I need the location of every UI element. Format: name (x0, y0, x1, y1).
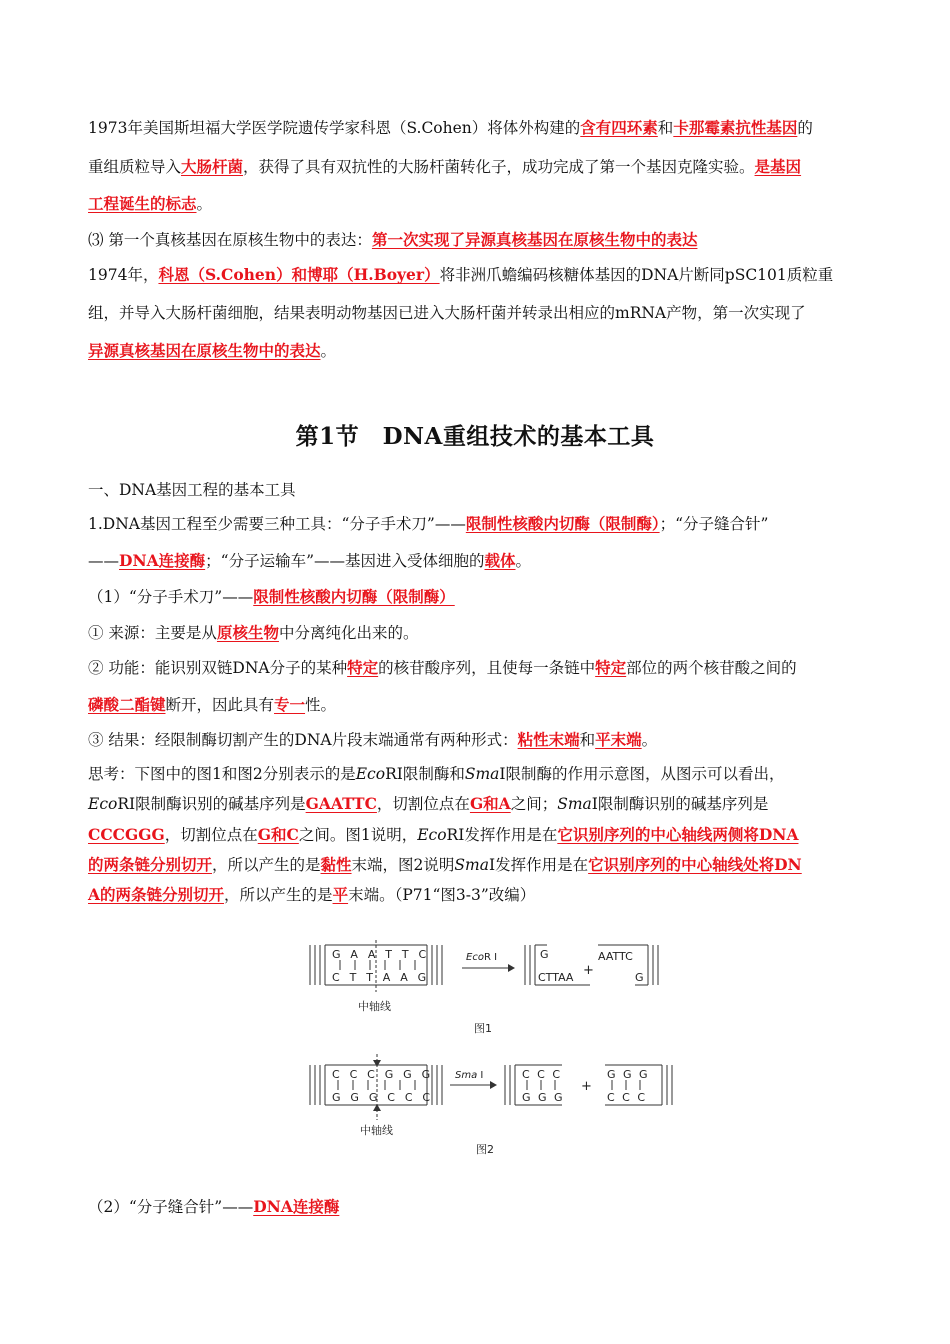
text: 部位的两个核苷酸之间的 (626, 659, 797, 677)
answer-blank: 限制性核酸内切酶（限制酶） (465, 514, 660, 533)
text: （1）“分子手术刀”—— (88, 588, 254, 606)
answer-blank: 粘性末端 (517, 730, 580, 749)
text: ⑶ 第一个真核基因在原核生物中的表达： (88, 231, 372, 249)
answer-blank: CCCGGG (88, 825, 165, 844)
text: Sma (557, 795, 592, 813)
answer-blank: 它识别序列的中心轴线两侧将DNA (557, 825, 799, 844)
text: 将非洲爪蟾编码核糖体基因的DNA片断同pSC101质粒重 (439, 266, 834, 284)
answer-blank: 专一 (274, 695, 306, 714)
answer-blank: 原核生物 (216, 623, 279, 642)
text: ① 来源：主要是从 (88, 624, 217, 642)
figure-1 (310, 940, 658, 1035)
answer-blank: 科恩（S.Cohen）和博耶（H.Boyer） (158, 265, 440, 284)
text: Eco (417, 826, 447, 844)
answer-blank: 特定 (595, 658, 627, 677)
fig1-left-bottom: CTTAA (538, 971, 574, 984)
answer-blank: 载体 (484, 551, 516, 570)
text: ，所以产生的是 (212, 856, 321, 874)
paragraph-think-line3 (88, 825, 868, 845)
text: I限制酶识别的碱基序列是 (591, 795, 769, 813)
fig1-enzyme-label (466, 952, 497, 963)
text: Sma (454, 856, 489, 874)
text: 之间； (510, 795, 558, 813)
text: Sma (455, 1070, 478, 1081)
fig2-left-bottom: G G G (522, 1091, 565, 1104)
text: —— (88, 552, 119, 570)
text: RI限制酶和 (385, 765, 465, 783)
text: 和 (657, 119, 674, 137)
text: 1974年， (88, 266, 159, 284)
answer-blank: 限制性核酸内切酶（限制酶） (253, 587, 455, 606)
text: （2）“分子缝合针”—— (88, 1198, 254, 1216)
answer-blank: 的两条链分别切开 (88, 855, 213, 874)
fig2-left-top: C C C (522, 1068, 563, 1081)
text: 断开，因此具有 (165, 696, 275, 714)
fig1-left-top: G (540, 948, 549, 961)
text: 1973年美国斯坦福大学医学院遗传学家科恩（S.Cohen）将体外构建的 (88, 119, 581, 137)
text: 的 (797, 119, 813, 137)
text: 思考：下图中的图1和图2分别表示的是 (88, 765, 356, 783)
paragraph-1974-line3 (88, 341, 868, 361)
answer-blank: 含有四环素 (580, 118, 658, 137)
text: 末端，图2说明 (351, 856, 455, 874)
paragraph-tools-line1 (88, 514, 868, 534)
answer-blank: 平 (332, 885, 349, 904)
text: 重组质粒导入 (88, 158, 182, 176)
fig1-right-bottom: G (635, 971, 644, 984)
answer-blank: 工程诞生的标志 (88, 194, 197, 213)
paragraph-tools-line2 (88, 551, 868, 571)
subsection-heading: 一、DNA基因工程的基本工具 (88, 481, 296, 499)
answer-blank: DNA连接酶 (119, 551, 206, 570)
answer-blank: 第一次实现了异源真核基因在原核生物中的表达 (371, 230, 698, 249)
text: Sma (464, 765, 500, 783)
paragraph-1974-line1 (88, 265, 868, 285)
answer-blank: 大肠杆菌 (181, 157, 244, 176)
text: I发挥作用是在 (488, 856, 589, 874)
fig1-plus: + (583, 963, 594, 978)
answer-blank: 它识别序列的中心轴线处将DN (588, 855, 802, 874)
text: 中分离纯化出来的。 (278, 624, 419, 642)
text: ② 功能：能识别双链DNA分子的某种 (88, 659, 348, 677)
fig2-right-top: G G G (607, 1068, 650, 1081)
text: 。 (196, 195, 213, 213)
text: Eco (88, 795, 118, 813)
text: ，获得了具有双抗性的大肠杆菌转化子，成功完成了第一个基因克隆实验。 (243, 158, 755, 176)
text: ；“分子缝合针” (659, 515, 769, 533)
paragraph-function-line1 (88, 658, 868, 678)
restriction-enzyme-diagram (300, 940, 690, 1162)
paragraph-knife-heading (88, 587, 868, 607)
paragraph-expression-heading (88, 230, 868, 250)
text: Eco (466, 952, 484, 963)
fig2-cut-arrow-top (373, 1060, 381, 1067)
text: 。 (320, 342, 337, 360)
text: 1.DNA基因工程至少需要三种工具：“分子手术刀”—— (88, 515, 466, 533)
fig2-axis-label: 中轴线 (360, 1124, 393, 1137)
fig1-right-top: AATTC (598, 950, 633, 963)
paragraph-function-line2 (88, 695, 868, 715)
fig2-plus: + (581, 1079, 592, 1094)
answer-blank: 是基因 (754, 157, 802, 176)
paragraph-think-line5 (88, 885, 868, 905)
text: I限制酶的作用示意图，从图示可以看出， (499, 765, 785, 783)
fig1-arrow (462, 964, 515, 972)
text: R I (483, 952, 498, 963)
text: ，切割位点在 (164, 826, 258, 844)
answer-blank: G和C (257, 825, 299, 844)
text: ，切割位点在 (376, 795, 470, 813)
text: 性。 (305, 696, 337, 714)
fig2-caption: 图2 (476, 1143, 494, 1156)
text: 之间。图1说明， (298, 826, 418, 844)
fig2-right-bottom: C C C (607, 1091, 648, 1104)
answer-blank: 磷酸二酯键 (88, 695, 166, 714)
fig1-top-strand: G A A T T C (332, 948, 430, 961)
paragraph-ligase-heading (88, 1197, 868, 1217)
text: 末端。（P71“图3-3”改编） (348, 886, 536, 904)
answer-blank: G和A (469, 794, 511, 813)
paragraph-source (88, 623, 868, 643)
text: 的核苷酸序列，且使每一条链中 (378, 659, 596, 677)
paragraph-result (88, 730, 868, 750)
answer-blank: DNA连接酶 (253, 1197, 340, 1216)
text: 。 (641, 731, 658, 749)
answer-blank: 黏性 (320, 855, 352, 874)
text: RI发挥作用是在 (446, 826, 558, 844)
fig2-arrow (450, 1081, 497, 1089)
paragraph-1973-line1 (88, 118, 868, 138)
fig2-enzyme-label (455, 1070, 483, 1081)
paragraph-1973-line2 (88, 157, 868, 177)
paragraph-1974-line2 (88, 303, 868, 323)
text: 组，并导入大肠杆菌细胞，结果表明动物基因已进入大肠杆菌并转录出相应的mRNA产物，第一次实现了 (88, 304, 806, 322)
answer-blank: 卡那霉素抗性基因 (673, 118, 798, 137)
section-title: 第1节 DNA重组技术的基本工具 (295, 423, 655, 450)
paragraph-think-line2 (88, 794, 868, 814)
text: ，所以产生的是 (224, 886, 333, 904)
figure-2 (310, 1054, 672, 1156)
fig2-top-strand: C C C G G G (332, 1068, 434, 1081)
text: 和 (579, 731, 596, 749)
text: Eco (355, 765, 386, 783)
fig1-caption: 图1 (474, 1022, 492, 1035)
paragraph-think-line4 (88, 855, 868, 875)
text: I (477, 1070, 484, 1081)
paragraph-think-line1 (88, 764, 868, 784)
answer-blank: 异源真核基因在原核生物中的表达 (88, 341, 321, 360)
text: 。 (515, 552, 532, 570)
fig1-axis-label: 中轴线 (358, 1000, 391, 1013)
answer-blank: GAATTC (305, 794, 377, 813)
answer-blank: 特定 (347, 658, 379, 677)
answer-blank: 平末端 (595, 730, 642, 749)
text: ③ 结果：经限制酶切割产生的DNA片段末端通常有两种形式： (88, 731, 518, 749)
text: RI限制酶识别的碱基序列是 (117, 795, 306, 813)
fig1-bottom-strand: C T T A A G (332, 971, 430, 984)
paragraph-1973-line3 (88, 194, 868, 214)
fig2-bottom-strand: G G G C C C (332, 1091, 434, 1104)
text: ；“分子运输车”——基因进入受体细胞的 (205, 552, 485, 570)
answer-blank: A的两条链分别切开 (88, 885, 225, 904)
